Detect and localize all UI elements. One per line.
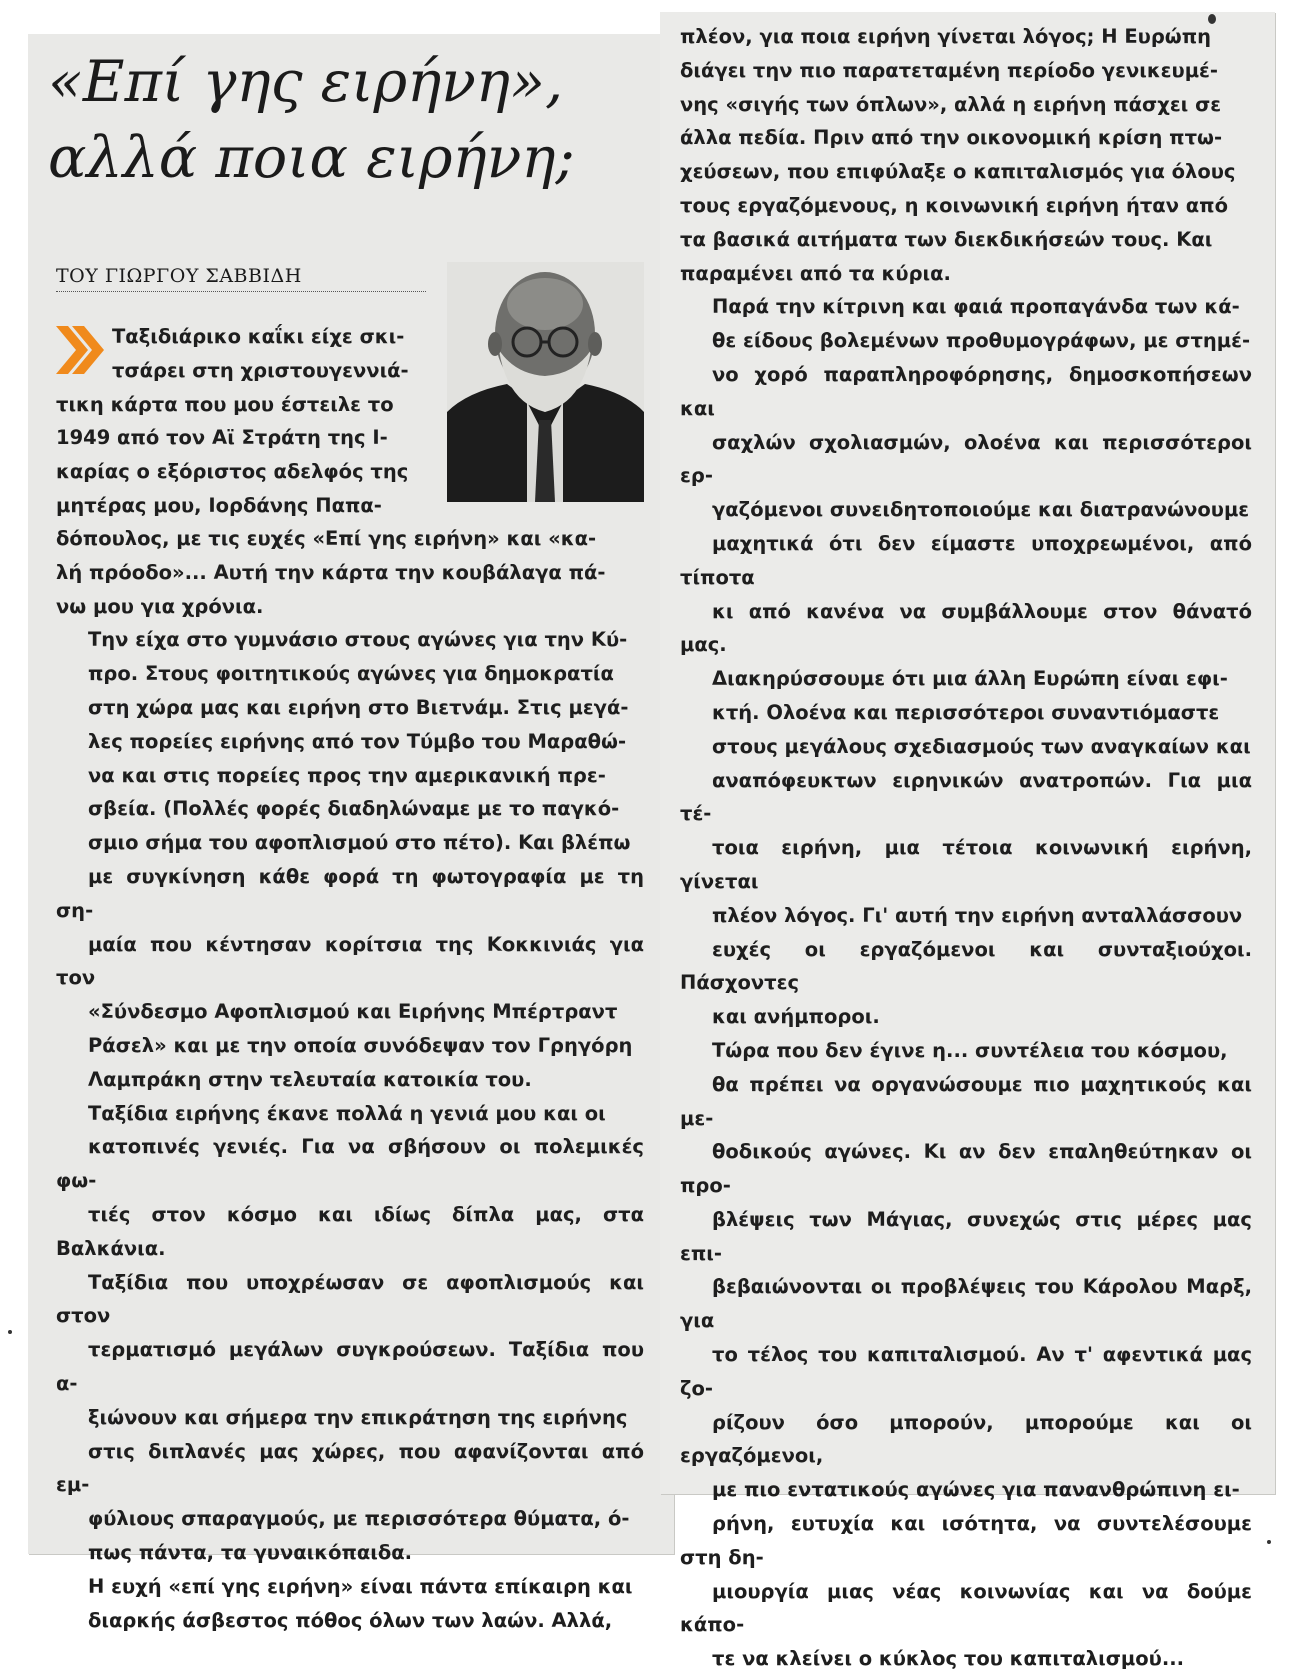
right-column-body xyxy=(680,20,1252,1676)
text-line: λες πορείες ειρήνης από τον Τύμβο του Μαραθώ- xyxy=(88,729,627,753)
text-line: με συγκίνηση κάθε φορά τη φωτογραφία με τη ση- xyxy=(56,864,644,922)
headline xyxy=(48,44,608,196)
paragraph xyxy=(56,1097,644,1570)
text-line: θα πρέπει να οργανώσουμε πιο μαχητικούς και με- xyxy=(680,1072,1252,1130)
text-line: νης «σιγής των όπλων», αλλά η ειρήνη πάσχει σε xyxy=(680,92,1222,116)
text-line: κι από κανένα να συμβάλλουμε στον θάνατό μας. xyxy=(680,599,1252,657)
text-line: φύλιους σπαραγμούς, με περισσότερα θύματα, ό- xyxy=(88,1507,630,1531)
text-line: αναπόφευκτων ειρηνικών ανατροπών. Για μια τέ- xyxy=(680,768,1252,826)
lead-line: τικη κάρτα που μου έστειλε το xyxy=(56,392,394,416)
text-line: θε είδους βολεμένων προθυμογράφων, με στημέ- xyxy=(712,329,1251,353)
text-line: λή πρόοδο»... Αυτή την κάρτα την κουβάλαγα πά- xyxy=(56,560,606,584)
lead-line: Ταξιδιάρικο καΐκι είχε σκι- xyxy=(112,325,405,348)
text-line: άλλα πεδία. Πριν από την οικονομική κρίση πτω- xyxy=(680,126,1223,150)
text-line: Ράσελ» και με την οποία συνόδεψαν τον Γρηγόρη xyxy=(88,1033,633,1057)
text-line: να και στις πορείες προς την αμερικανική πρε- xyxy=(88,763,606,787)
text-line: Ταξίδια που υποχρέωσαν σε αφοπλισμούς και στον xyxy=(56,1270,644,1328)
text-line: Παρά την κίτρινη και φαιά προπαγάνδα των κά- xyxy=(712,295,1240,319)
text-line: νω μου για χρόνια. xyxy=(56,594,264,618)
paper-speck xyxy=(1267,1540,1271,1544)
text-line: «Σύνδεσμο Αφοπλισμού και Ειρήνης Μπέρτραντ xyxy=(88,1000,618,1024)
lead-line: μητέρας μου, Ιορδάνης Παπα- xyxy=(56,493,382,517)
text-line: σαχλών σχολιασμών, ολοένα και περισσότεροι ερ- xyxy=(680,430,1252,488)
paragraph xyxy=(680,662,1252,1034)
text-line: τε να κλείνει ο κύκλος του καπιταλισμού... xyxy=(712,1647,1185,1671)
text-line: σβεία. (Πολλές φορές διαδηλώναμε με το παγκό- xyxy=(88,797,620,821)
text-line: ρήνη, ευτυχία και ισότητα, να συντελέσουμε στη δη- xyxy=(680,1512,1252,1569)
author-photo xyxy=(447,262,644,502)
text-line: πως πάντα, τα γυναικόπαιδα. xyxy=(88,1540,413,1564)
text-line: διαρκής άσβεστος πόθος όλων των λαών. Αλλά, xyxy=(88,1608,613,1632)
text-line: σμιο σήμα του αφοπλισμού στο πέτο). Και βλέπω xyxy=(88,831,631,855)
text-line: τοια ειρήνη, μια τέτοια κοινωνική ειρήνη, γίνεται xyxy=(680,836,1252,893)
text-line: βεβαιώνονται οι προβλέψεις του Κάρολου Μαρξ, για xyxy=(680,1275,1252,1333)
text-line: με πιο εντατικούς αγώνες για πανανθρώπινη ει- xyxy=(712,1478,1240,1502)
lead-line: καρίας ο εξόριστος αδελφός της xyxy=(56,460,409,484)
text-line: τους εργαζόμενους, η κοινωνική ειρήνη ήταν από xyxy=(680,193,1228,217)
text-line: Την είχα στο γυμνάσιο στους αγώνες για την Κύ- xyxy=(88,628,628,652)
text-line: κτή. Ολοένα και περισσότεροι συναντιόμαστε xyxy=(712,700,1220,724)
byline: ΤΟΥ ΓΙΩΡΓΟΥ ΣΑΒΒΙΔΗ xyxy=(56,265,426,292)
text-line: προ. Στους φοιτητικούς αγώνες για δημοκρατία xyxy=(88,662,614,686)
text-line: διάγει την πιο παρατεταμένη περίοδο γενικευμέ- xyxy=(680,58,1219,82)
paragraph xyxy=(680,1034,1252,1676)
lead-continuation xyxy=(56,522,644,623)
paper-speck xyxy=(1208,14,1216,24)
text-line: πλέον, για ποια ειρήνη γίνεται λόγος; Η Ευρώπη xyxy=(680,25,1212,48)
lead-paragraph xyxy=(56,320,434,523)
text-line: στους μεγάλους σχεδιασμούς των αναγκαίων και xyxy=(712,734,1251,758)
text-line: στη χώρα μας και ειρήνη στο Βιετνάμ. Στις μεγά- xyxy=(88,695,629,719)
text-line: νο χορό παραπληροφόρησης, δημοσκοπήσεων και xyxy=(680,362,1252,420)
text-line: Διακηρύσσουμε ότι μια άλλη Ευρώπη είναι εφι- xyxy=(712,667,1228,691)
left-column-body xyxy=(56,522,644,1637)
text-line: και ανήμποροι. xyxy=(712,1005,880,1029)
text-line: κατοπινές γενιές. Για να σβήσουν οι πολεμικές φω- xyxy=(56,1135,644,1193)
text-line: μιουργία μιας νέας κοινωνίας και να δούμε κάπο- xyxy=(680,1579,1252,1637)
text-line: μαία που κέντησαν κορίτσια της Κοκκινιάς για τον xyxy=(56,932,644,990)
text-line: ρίζουν όσο μπορούν, μπορούμε και οι εργαζόμενοι, xyxy=(680,1410,1252,1468)
text-line: μαχητικά ότι δεν είμαστε υποχρεωμένοι, από τίποτα xyxy=(680,531,1252,589)
paper-speck xyxy=(8,1330,12,1334)
text-line: Η ευχή «επί γης ειρήνη» είναι πάντα επίκαιρη και xyxy=(88,1574,633,1598)
paragraph xyxy=(680,290,1252,662)
text-line: δόπουλος, με τις ευχές «Επί γης ειρήνη» και «κα- xyxy=(56,527,597,550)
text-line: πλέον λόγος. Γι' αυτή την ειρήνη ανταλλάσσουν xyxy=(712,903,1243,927)
text-line: στις διπλανές μας χώρες, που αφανίζονται από εμ- xyxy=(56,1439,644,1497)
text-line: Λαμπράκη στην τελευταία κατοικία του. xyxy=(88,1067,532,1091)
text-line: βλέψεις των Μάγιας, συνεχώς στις μέρες μας επι- xyxy=(680,1207,1252,1265)
text-line: ευχές οι εργαζόμενοι και συνταξιούχοι. Πάσχοντες xyxy=(680,937,1252,995)
text-line: ξιώνουν και σήμερα την επικράτηση της ειρήνης xyxy=(88,1405,628,1429)
paragraph xyxy=(680,20,1252,290)
headline-line: αλλά ποια ειρήνη; xyxy=(48,125,575,191)
text-line: γαζόμενοι συνειδητοποιούμε και διατρανώνουμε xyxy=(712,498,1250,522)
text-line: θοδικούς αγώνες. Κι αν δεν επαληθεύτηκαν οι προ- xyxy=(680,1140,1252,1198)
double-chevron-icon xyxy=(54,322,106,378)
text-line: το τέλος του καπιταλισμού. Αν τ' αφεντικά μας ζο- xyxy=(680,1343,1252,1400)
text-line: χεύσεων, που επιφύλαξε ο καπιταλισμός για όλους xyxy=(680,160,1236,184)
lead-line: 1949 από τον Αϊ Στράτη της Ι- xyxy=(56,426,388,450)
text-line: Ταξίδια ειρήνης έκανε πολλά η γενιά μου και οι xyxy=(88,1101,606,1125)
paragraph xyxy=(56,623,644,1096)
headline-line: «Επί γης ειρήνη», xyxy=(48,49,564,115)
text-line: τιές στον κόσμο και ιδίως δίπλα μας, στα Βαλκάνια. xyxy=(56,1202,644,1260)
lead-line: τσάρει στη χριστουγεννιά- xyxy=(112,358,409,382)
text-line: Τώρα που δεν έγινε η... συντέλεια του κόσμου, xyxy=(712,1038,1228,1062)
text-line: παραμένει από τα κύρια. xyxy=(680,261,951,285)
text-line: τερματισμό μεγάλων συγκρούσεων. Ταξίδια που α- xyxy=(56,1338,644,1395)
paragraph xyxy=(56,1570,644,1638)
text-line: τα βασικά αιτήματα των διεκδικήσεών τους. Και xyxy=(680,227,1213,251)
